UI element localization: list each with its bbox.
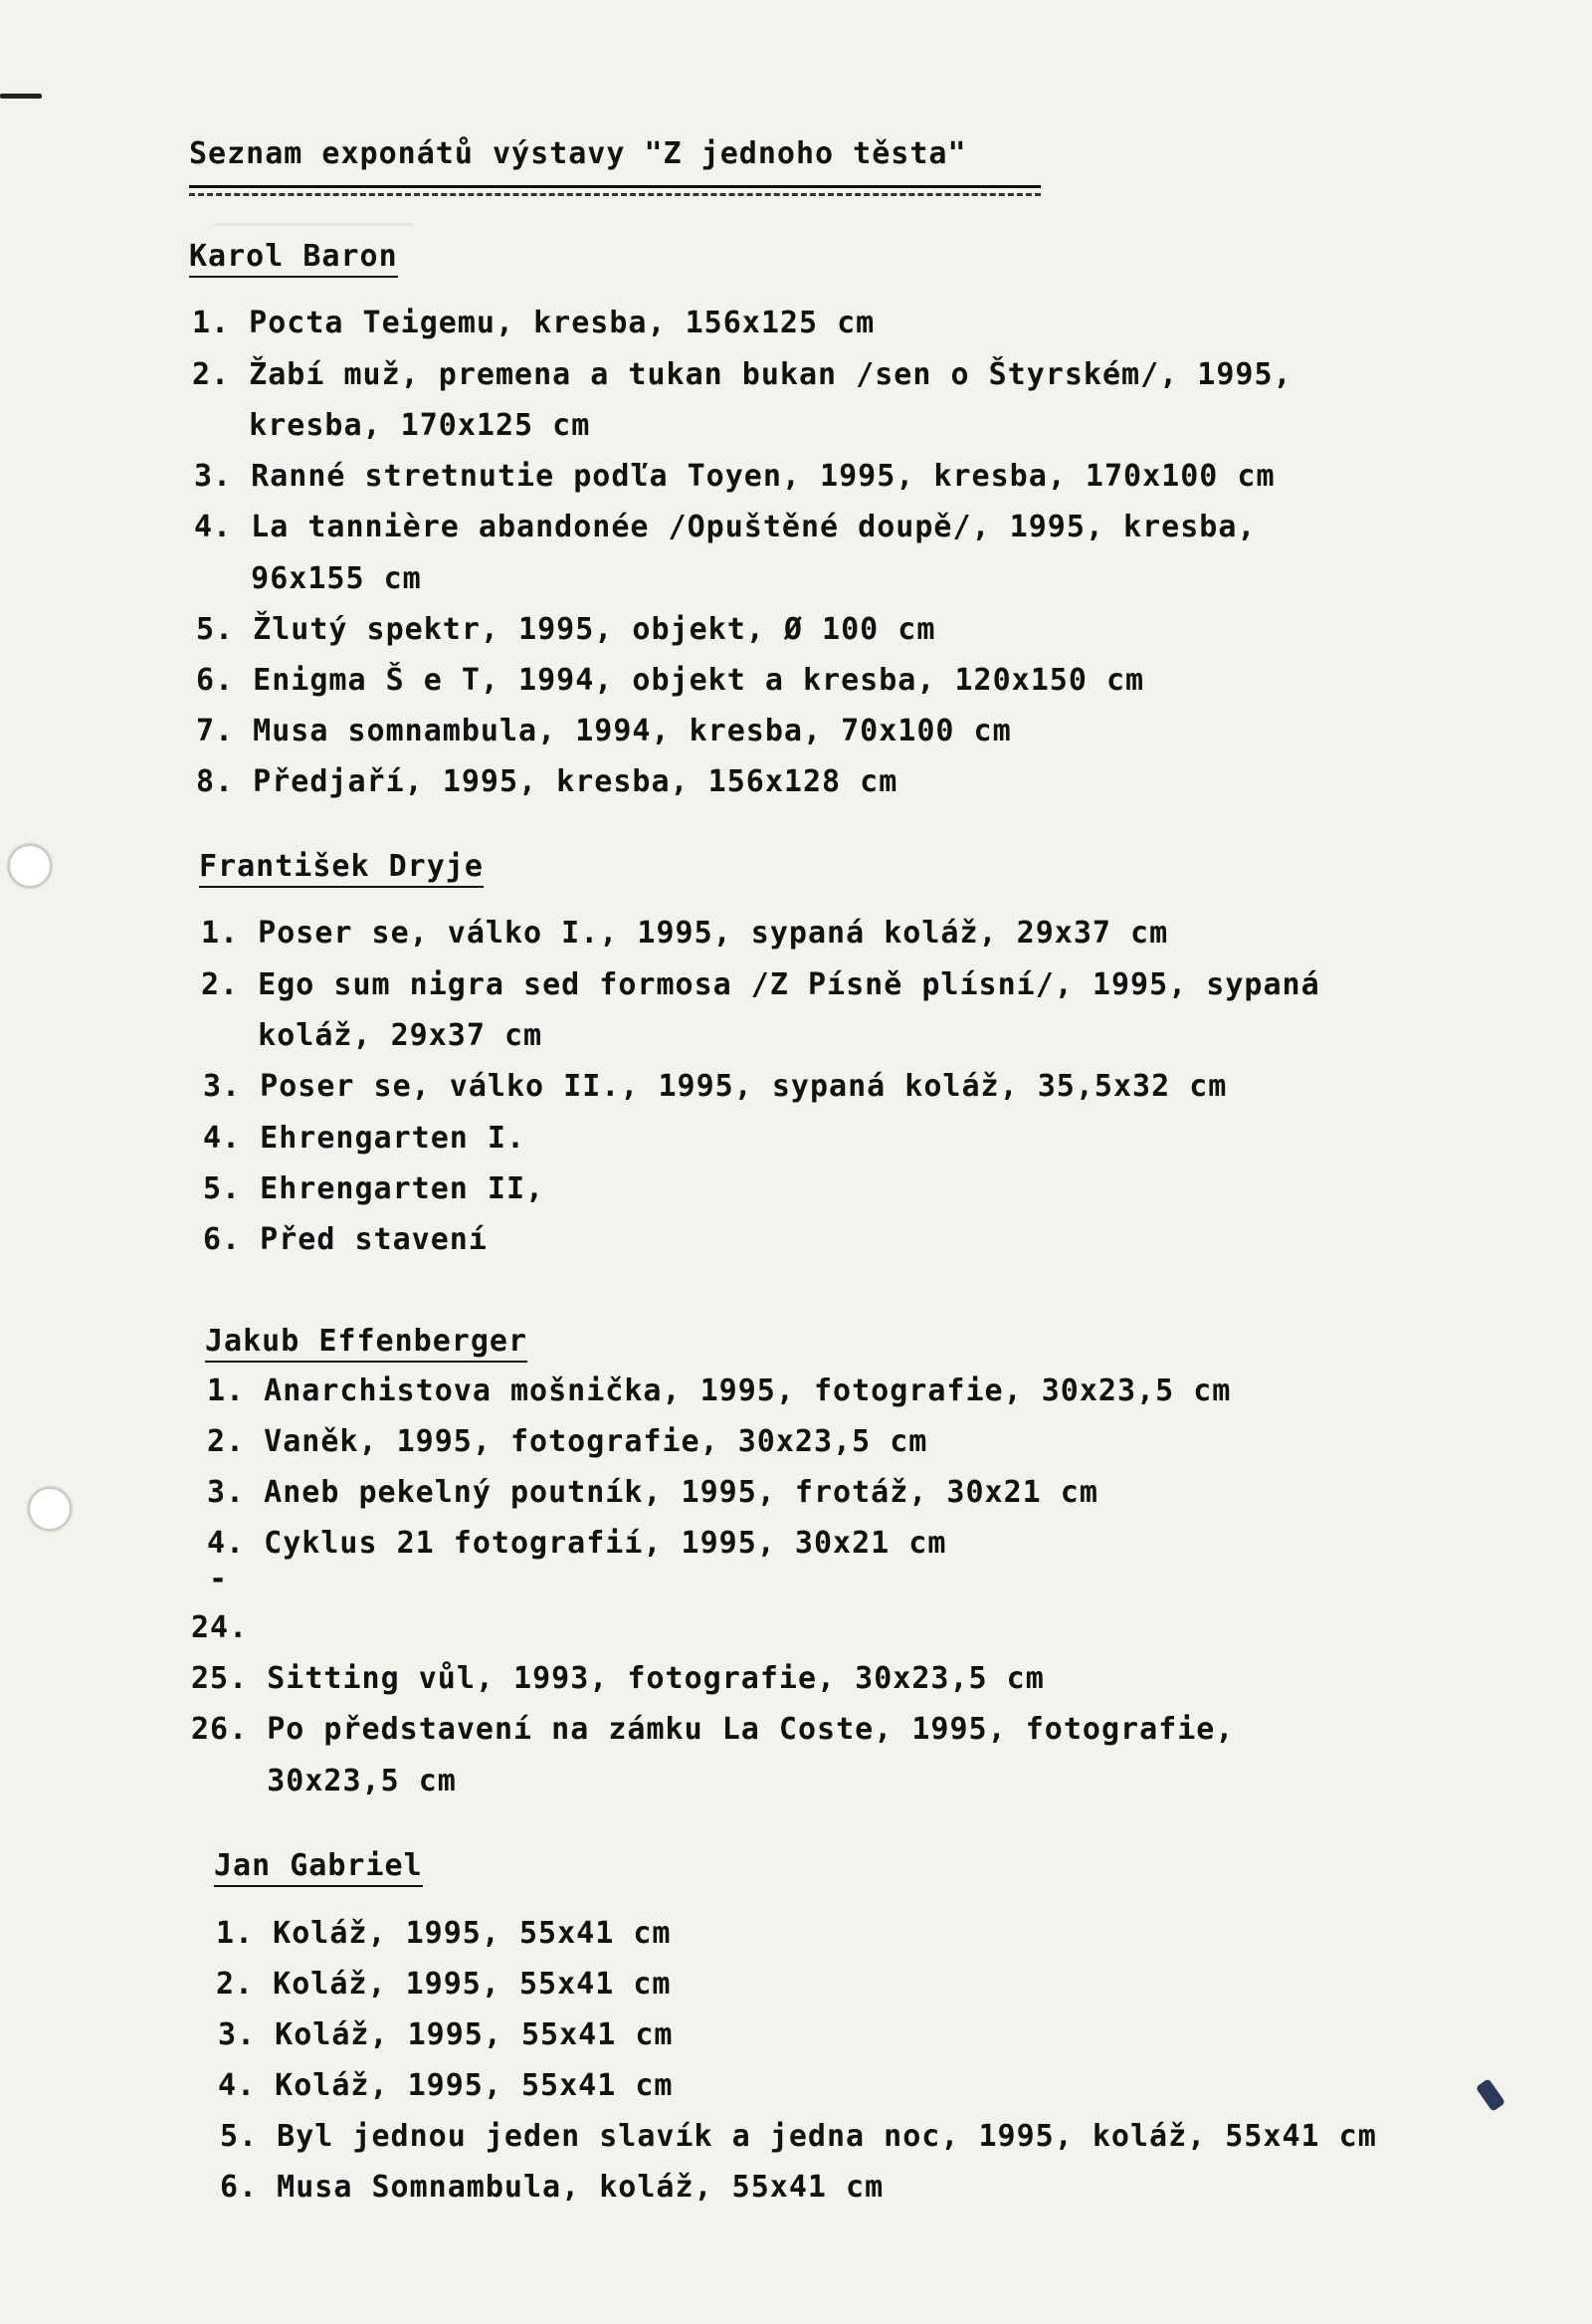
ink-smudge xyxy=(1476,2078,1505,2112)
section-heading-frantisek-dryje: František Dryje xyxy=(199,852,484,882)
list-item: koláž, 29x37 cm xyxy=(201,1018,543,1053)
list-item: 8. Předjaří, 1995, kresba, 156x128 cm xyxy=(196,764,898,799)
title-underline-dashed xyxy=(189,193,1041,196)
list-item: 1. Koláž, 1995, 55x41 cm xyxy=(216,1916,672,1951)
list-item: 2. Koláž, 1995, 55x41 cm xyxy=(216,1967,672,2002)
list-item: 1. Poser se, válko I., 1995, sypaná koláž, 29x37 cm xyxy=(201,916,1169,951)
list-item: 3. Aneb pekelný poutník, 1995, frotáž, 30x21 cm xyxy=(207,1475,1098,1510)
list-item: 25. Sitting vůl, 1993, fotografie, 30x23,5 cm xyxy=(191,1661,1045,1696)
list-item: 5. Byl jednou jeden slavík a jedna noc, 1995, koláž, 55x41 cm xyxy=(220,2119,1377,2154)
section-heading-jakub-effenberger: Jakub Effenberger xyxy=(205,1327,527,1357)
list-item: 6. Enigma Š e T, 1994, objekt a kresba, 120x150 cm xyxy=(196,663,1145,698)
list-item: 26. Po představení na zámku La Coste, 1995, fotografie, xyxy=(191,1712,1235,1747)
list-item: 4. Ehrengarten I. xyxy=(203,1121,526,1156)
show-through-underline xyxy=(214,199,413,226)
section-heading-karol-baron: Karol Baron xyxy=(189,242,398,272)
page-title: Seznam exponátů výstavy "Z jednoho těsta" xyxy=(189,136,967,171)
staple-mark xyxy=(0,94,42,99)
list-item: 5. Žlutý spektr, 1995, objekt, Ø 100 cm xyxy=(196,612,936,647)
list-item: 1. Anarchistova mošnička, 1995, fotografie, 30x23,5 cm xyxy=(207,1373,1232,1408)
list-item: 6. Musa Somnambula, koláž, 55x41 cm xyxy=(220,2170,885,2205)
punch-hole-lower xyxy=(28,1487,72,1531)
list-item: 7. Musa somnambula, 1994, kresba, 70x100 cm xyxy=(196,714,1012,748)
list-item: kresba, 170x125 cm xyxy=(192,408,591,443)
list-item: 2. Žabí muž, premena a tukan bukan /sen o Štyrském/, 1995, xyxy=(192,357,1293,392)
list-item: 24. xyxy=(191,1610,249,1645)
list-item: 3. Koláž, 1995, 55x41 cm xyxy=(218,2017,674,2052)
list-item: 2. Vaněk, 1995, fotografie, 30x23,5 cm xyxy=(207,1424,928,1459)
list-item: - xyxy=(209,1562,229,1596)
list-item: 96x155 cm xyxy=(194,561,422,596)
list-item: 3. Poser se, válko II., 1995, sypaná koláž, 35,5x32 cm xyxy=(203,1069,1228,1104)
list-item: 4. La tannière abandonée /Opuštěné doupě/, 1995, kresba, xyxy=(194,510,1257,544)
list-item: 2. Ego sum nigra sed formosa /Z Písně plísní/, 1995, sypaná xyxy=(201,967,1320,1002)
list-item: 3. Ranné stretnutie podľa Toyen, 1995, kresba, 170x100 cm xyxy=(194,459,1276,494)
title-underline xyxy=(189,185,1041,188)
list-item: 6. Před stavení xyxy=(203,1222,488,1257)
list-item: 4. Cyklus 21 fotografií, 1995, 30x21 cm xyxy=(207,1526,947,1561)
list-item: 5. Ehrengarten II, xyxy=(203,1171,545,1206)
list-item: 30x23,5 cm xyxy=(191,1764,457,1798)
section-heading-jan-gabriel: Jan Gabriel xyxy=(214,1851,423,1881)
punch-hole-upper xyxy=(8,844,52,888)
list-item: 4. Koláž, 1995, 55x41 cm xyxy=(218,2068,674,2103)
list-item: 1. Pocta Teigemu, kresba, 156x125 cm xyxy=(192,306,876,340)
